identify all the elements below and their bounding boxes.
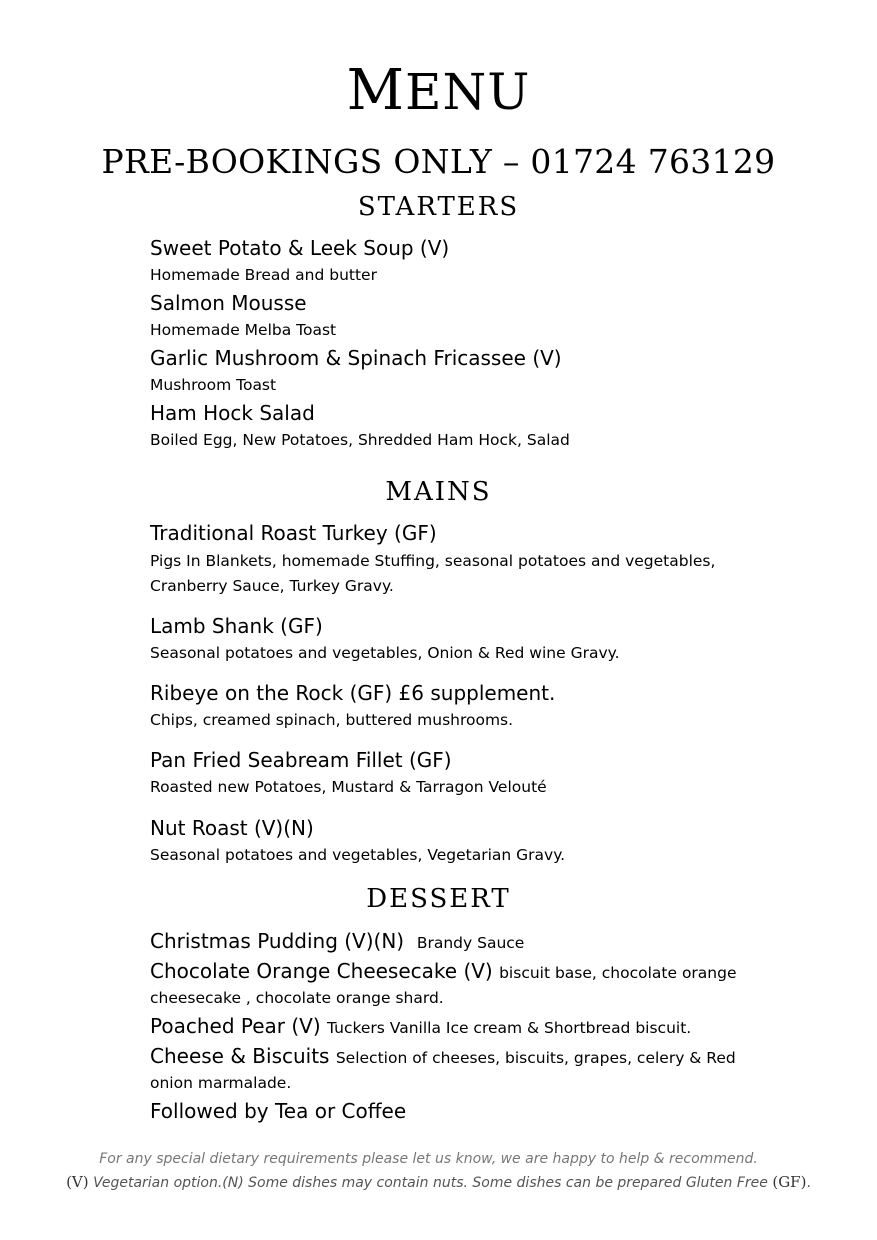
dessert-name: Poached Pear (V) [150,1014,321,1038]
main-desc: Seasonal potatoes and vegetables, Onion & Red wine Gravy. [150,644,620,662]
mains-heading: MAINS [385,477,492,507]
starter-desc: Homemade Bread and butter [150,266,377,284]
starter-name: Salmon Mousse [150,291,307,315]
dessert-desc: biscuit base, chocolate orange [499,964,737,982]
main-desc: Chips, creamed spinach, buttered mushrooms. [150,711,514,729]
prebooking-line: PRE-BOOKINGS ONLY – 01724 763129 [101,142,776,181]
main-desc: Roasted new Potatoes, Mustard & Tarragon Velouté [150,778,547,796]
dessert-desc: Selection of cheeses, biscuits, grapes, celery & Red [335,1049,736,1067]
dietary-note: For any special dietary requirements please let us know, we are happy to help & recommend. [99,1151,758,1167]
starter-name: Ham Hock Salad [150,401,315,425]
dessert-desc-cont: cheesecake , chocolate orange shard. [150,989,444,1007]
main-name: Lamb Shank (GF) [150,614,323,638]
legend-text: Vegetarian option.(N) Some dishes may contain nuts. Some dishes can be prepared Gluten Free [93,1175,768,1191]
dessert-desc: Tuckers Vanilla Ice cream & Shortbread biscuit. [327,1019,692,1037]
dessert-item [150,959,737,983]
vegetarian-mark: (V) [66,1173,89,1191]
main-name: Traditional Roast Turkey (GF) [150,521,437,545]
starter-name: Sweet Potato & Leek Soup (V) [150,236,450,260]
dessert-heading: DESSERT [366,884,511,914]
dessert-name: Christmas Pudding (V)(N) [150,929,405,953]
menu-title-initial: M [346,58,405,123]
dessert-item [150,929,524,953]
starters-heading: STARTERS [357,192,520,222]
menu-title-rest: ENU [404,63,531,121]
starter-name: Garlic Mushroom & Spinach Fricassee (V) [150,346,562,370]
main-desc: Pigs In Blankets, homemade Stuffing, seasonal potatoes and vegetables, [150,552,716,570]
dessert-item [150,1014,691,1038]
starter-desc: Mushroom Toast [150,376,277,394]
dessert-name: Cheese & Biscuits [150,1044,330,1068]
dessert-name: Followed by Tea or Coffee [150,1099,407,1123]
main-name: Pan Fried Seabream Fillet (GF) [150,748,452,772]
dessert-name: Chocolate Orange Cheesecake (V) [150,959,493,983]
starter-desc: Homemade Melba Toast [150,321,337,339]
gluten-free-mark: (GF) [772,1173,807,1191]
main-desc: Seasonal potatoes and vegetables, Vegetarian Gravy. [150,846,566,864]
legend-end: . [806,1175,811,1191]
main-name: Nut Roast (V)(N) [150,816,314,840]
starter-desc: Boiled Egg, New Potatoes, Shredded Ham Hock, Salad [150,431,570,449]
legend-note [0,1173,877,1191]
dessert-item [150,1044,736,1068]
main-name: Ribeye on the Rock (GF) £6 supplement. [150,681,556,705]
main-desc: Cranberry Sauce, Turkey Gravy. [150,577,394,595]
menu-title [0,58,877,123]
dessert-desc: Brandy Sauce [416,934,525,952]
dessert-desc-cont: onion marmalade. [150,1074,292,1092]
